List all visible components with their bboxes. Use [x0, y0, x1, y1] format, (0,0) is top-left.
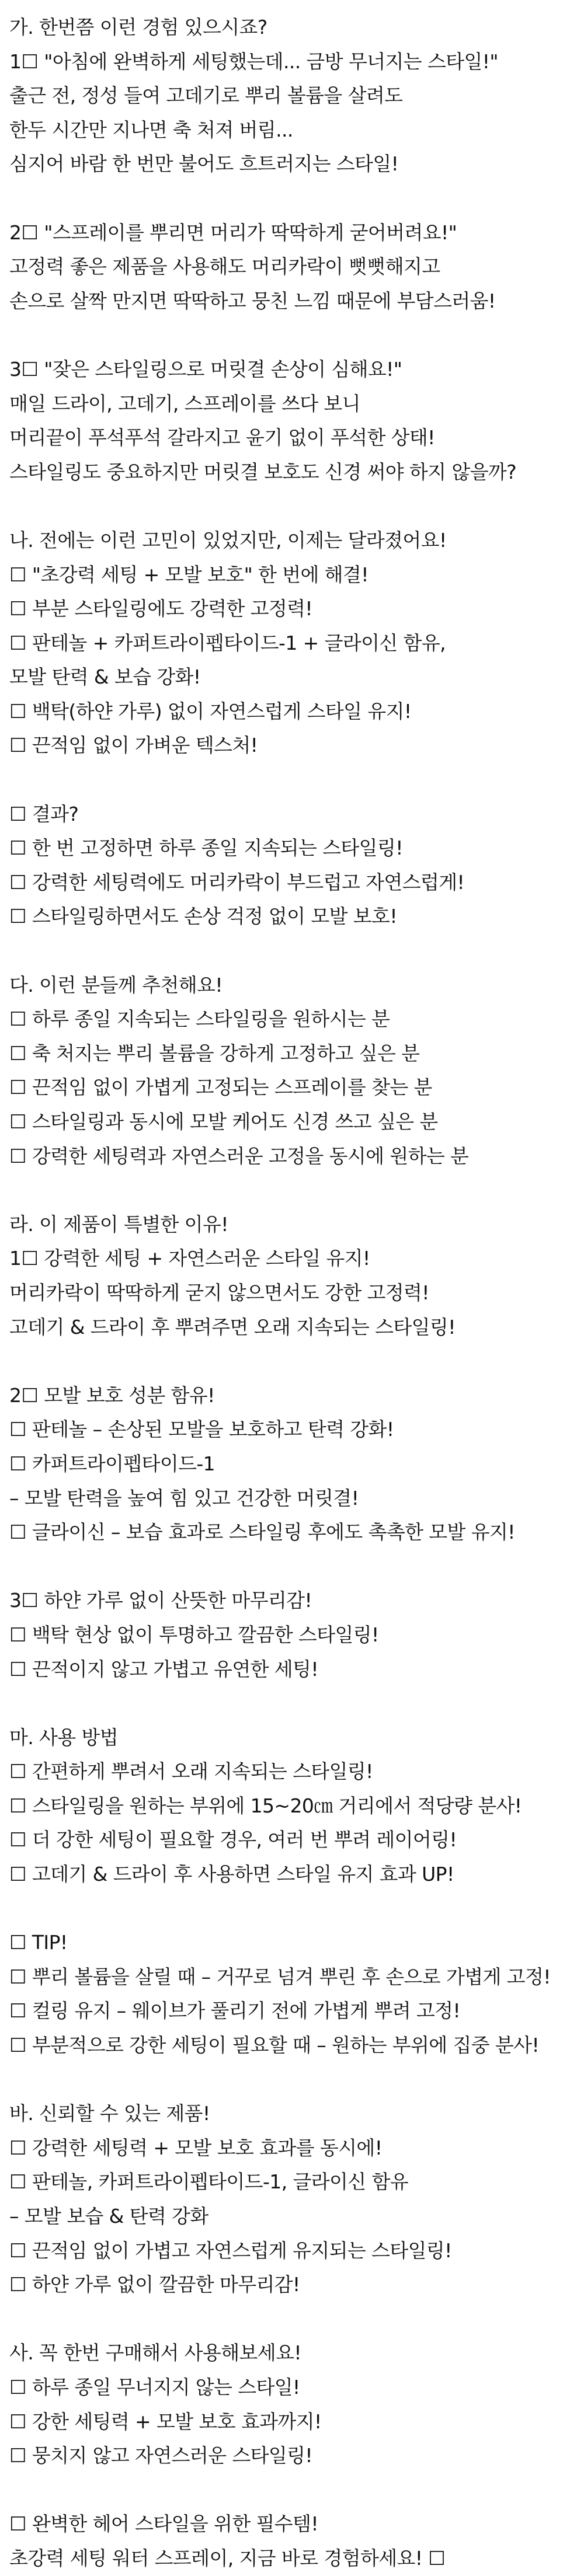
text-line: ☐ 뿌리 볼륨을 살릴 때 – 거꾸로 넘겨 뿌린 후 손으로 가볍게 고정! — [9, 1965, 551, 1988]
text-line: ☐ 강한 세팅력 + 모발 보호 효과까지! — [9, 2410, 322, 2433]
text-line: ☐ 끈적임 없이 가벼운 텍스처! — [9, 734, 258, 757]
text-line: ☐ 스타일링하면서도 손상 걱정 없이 모발 보호! — [9, 905, 397, 928]
text-line: ☐ 백탁 현상 없이 투명하고 깔끔한 스타일링! — [9, 1623, 379, 1646]
text-line: ☐ 완벽한 헤어 스타일을 위한 필수템! — [9, 2512, 318, 2536]
text-line: ☐ 더 강한 세팅이 필요할 경우, 여러 번 뿌려 레이어링! — [9, 1828, 457, 1852]
text-line: ☐ 강력한 세팅력 + 모발 보호 효과를 동시에! — [9, 2136, 383, 2159]
text-line: ☐ 강력한 세팅력과 자연스러운 고정을 동시에 원하는 분 — [9, 1144, 469, 1167]
text-line: ☐ 하루 종일 지속되는 스타일링을 원하시는 분 — [9, 1008, 390, 1031]
text-line: ☐ 백탁(하얀 가루) 없이 자연스럽게 스타일 유지! — [9, 699, 412, 723]
text-line: ☐ 하얀 가루 없이 깔끔한 마무리감! — [9, 2273, 300, 2296]
blank-line — [9, 182, 576, 216]
text-line: ☐ 축 처지는 뿌리 볼륨을 강하게 고정하고 싶은 분 — [9, 1041, 420, 1065]
text-line: ☐ TIP! — [9, 1931, 68, 1954]
blank-line — [9, 934, 576, 968]
text-line: ☐ 컬링 유지 – 웨이브가 풀리기 전에 가볍게 뿌려 고정! — [9, 1999, 461, 2023]
blank-line — [9, 1686, 576, 1721]
blank-line — [9, 2302, 576, 2337]
blank-line — [9, 1344, 576, 1379]
text-line: 심지어 바람 한 번만 불어도 흐트러지는 스타일! — [9, 152, 399, 176]
blank-line — [9, 1173, 576, 1208]
text-line: 바. 신뢰할 수 있는 제품! — [9, 2102, 210, 2125]
text-line: 고정력 좋은 제품을 사용해도 머리카락이 뻣뻣해지고 — [9, 255, 440, 278]
text-line: 라. 이 제품이 특별한 이유! — [9, 1212, 228, 1236]
text-line: 마. 사용 방법 — [9, 1726, 119, 1749]
text-line: 모발 탄력 & 보습 강화! — [9, 665, 201, 689]
text-line: 손으로 살짝 만지면 딱딱하고 뭉친 느낌 때문에 부담스러움! — [9, 289, 496, 312]
text-line: ☐ 판테놀 + 카퍼트라이펩타이드-1 + 글라이신 함유, — [9, 631, 446, 654]
text-line: ☐ 부분적으로 강한 세팅이 필요할 때 – 원하는 부위에 집중 분사! — [9, 2034, 540, 2057]
blank-line — [9, 318, 576, 353]
text-line: ☐ 결과? — [9, 802, 79, 825]
text-line: 한두 시간만 지나면 축 처져 버림... — [9, 118, 293, 141]
text-line: 나. 전에는 이런 고민이 있었지만, 이제는 달라졌어요! — [9, 528, 447, 552]
text-line: ☐ 판테놀 – 손상된 모발을 보호하고 탄력 강화! — [9, 1418, 394, 1441]
text-line: ☐ 한 번 고정하면 하루 종일 지속되는 스타일링! — [9, 836, 403, 860]
blank-line — [9, 489, 576, 524]
text-line: 3☐ "잦은 스타일링으로 머릿결 손상이 심해요!" — [9, 357, 402, 381]
text-line: ☐ 카퍼트라이펩타이드-1 — [9, 1452, 215, 1475]
text-line: 2☐ 모발 보호 성분 함유! — [9, 1383, 215, 1407]
text-line: 머리끝이 푸석푸석 갈라지고 윤기 없이 푸석한 상태! — [9, 426, 435, 449]
text-line: 고데기 & 드라이 후 뿌려주면 오래 지속되는 스타일링! — [9, 1315, 456, 1338]
text-line: 2☐ "스프레이를 뿌리면 머리가 딱딱하게 굳어버려요!" — [9, 221, 457, 244]
text-line: 출근 전, 정성 들여 고데기로 뿌리 볼륨을 살려도 — [9, 84, 403, 107]
text-line: ☐ 끈적임 없이 가볍고 자연스럽게 유지되는 스타일링! — [9, 2239, 452, 2262]
text-line: ☐ 스타일링과 동시에 모발 케어도 신경 쓰고 싶은 분 — [9, 1110, 438, 1133]
product-description-text — [9, 11, 576, 2576]
text-line: ☐ 끈적이지 않고 가볍고 유연한 세팅! — [9, 1657, 318, 1681]
text-line: 머리카락이 딱딱하게 굳지 않으면서도 강한 고정력! — [9, 1281, 429, 1304]
text-line: 사. 꼭 한번 구매해서 사용해보세요! — [9, 2341, 301, 2365]
text-line: ☐ 간편하게 뿌려서 오래 지속되는 스타일링! — [9, 1760, 373, 1783]
text-line: ☐ 끈적임 없이 가볍게 고정되는 스프레이를 찾는 분 — [9, 1076, 432, 1099]
blank-line — [9, 1550, 576, 1584]
text-line: ☐ "초강력 세팅 + 모발 보호" 한 번에 해결! — [9, 563, 369, 586]
text-line: – 모발 보습 & 탄력 강화 — [9, 2205, 208, 2228]
text-line: 다. 이런 분들께 추천해요! — [9, 973, 223, 996]
text-line: ☐ 글라이신 – 보습 효과로 스타일링 후에도 촉촉한 모발 유지! — [9, 1521, 515, 1544]
text-line: ☐ 강력한 세팅력에도 머리카락이 부드럽고 자연스럽게! — [9, 870, 465, 894]
text-line: 1☐ "아침에 완벽하게 세팅했는데... 금방 무너지는 스타일!" — [9, 50, 499, 73]
text-line: ☐ 스타일링을 원하는 부위에 15~20㎝ 거리에서 적당량 분사! — [9, 1794, 522, 1817]
text-line: 초강력 세팅 워터 스프레이, 지금 바로 경험하세요! ☐ — [9, 2546, 446, 2570]
text-line: ☐ 부분 스타일링에도 강력한 고정력! — [9, 597, 313, 621]
text-line: 가. 한번쯤 이런 경험 있으시죠? — [9, 16, 267, 39]
blank-line — [9, 2063, 576, 2097]
blank-line — [9, 2473, 576, 2508]
text-line: ☐ 뭉치지 않고 자연스러운 스타일링! — [9, 2444, 313, 2467]
text-line: ☐ 하루 종일 무너지지 않는 스타일! — [9, 2375, 300, 2399]
blank-line — [9, 763, 576, 797]
text-line: 매일 드라이, 고데기, 스프레이를 쓰다 보니 — [9, 392, 360, 415]
text-line: ☐ 고데기 & 드라이 후 사용하면 스타일 유지 효과 UP! — [9, 1863, 454, 1886]
text-line: 스타일링도 중요하지만 머릿결 보호도 신경 써야 하지 않을까? — [9, 460, 517, 483]
text-line: 1☐ 강력한 세팅 + 자연스러운 스타일 유지! — [9, 1247, 370, 1270]
text-line: ☐ 판테놀, 카퍼트라이펩타이드-1, 글라이신 함유 — [9, 2170, 409, 2194]
blank-line — [9, 1892, 576, 1926]
text-line: 3☐ 하얀 가루 없이 산뜻한 마무리감! — [9, 1589, 312, 1612]
text-line: – 모발 탄력을 높여 힘 있고 건강한 머릿결! — [9, 1486, 359, 1510]
